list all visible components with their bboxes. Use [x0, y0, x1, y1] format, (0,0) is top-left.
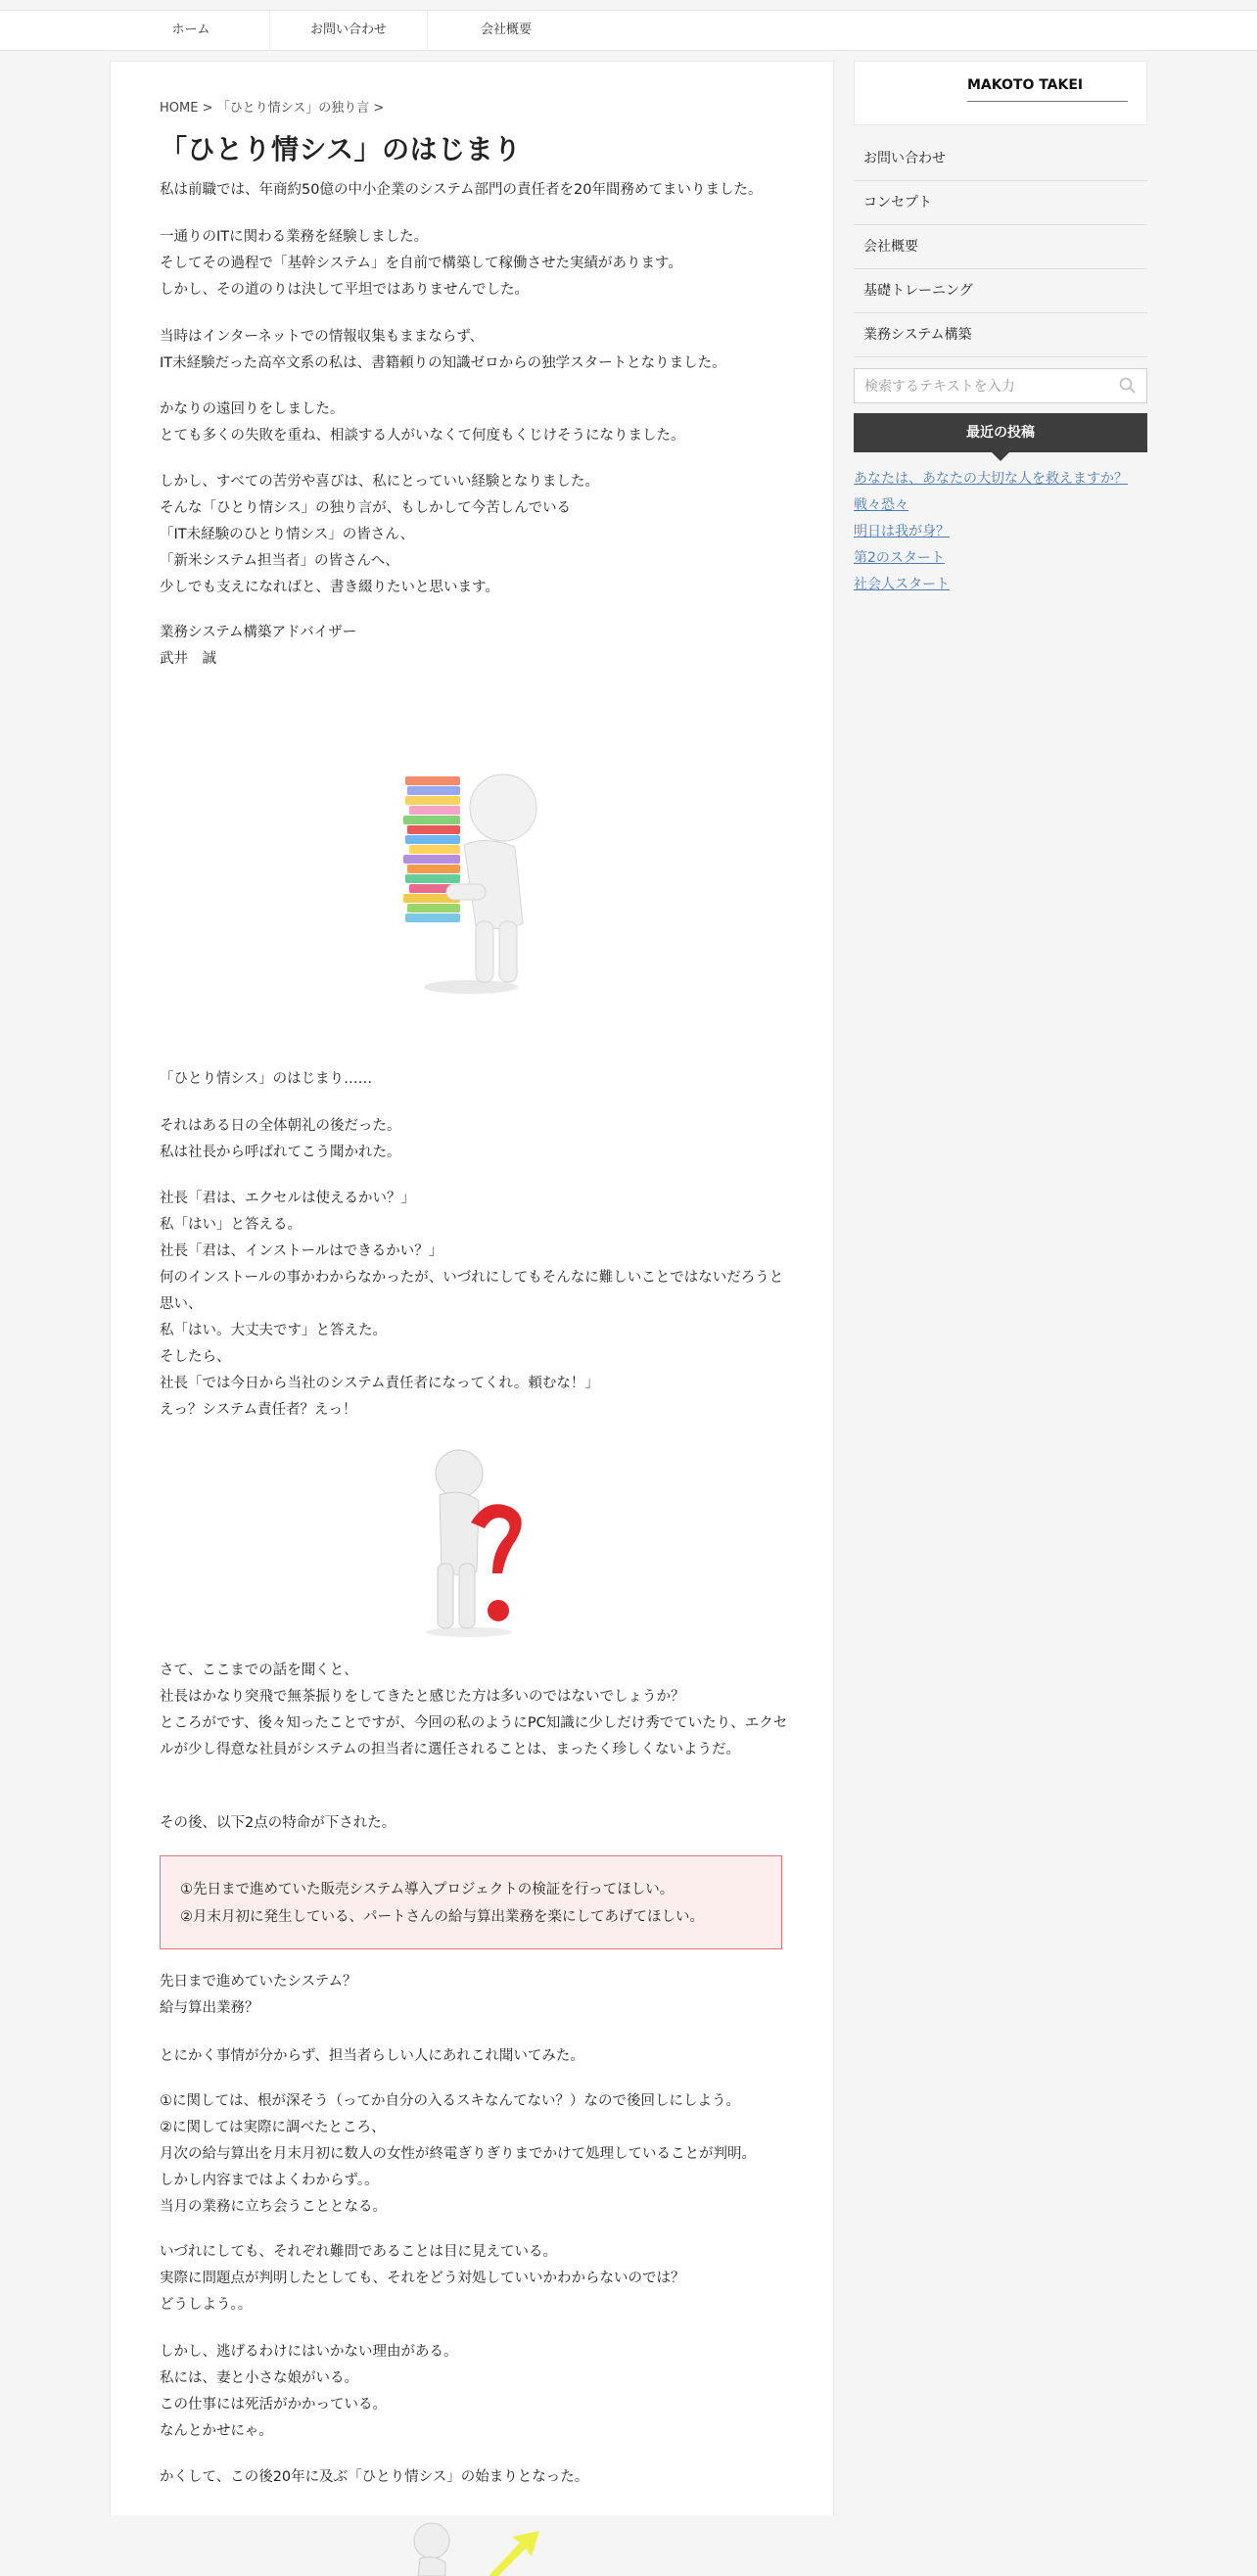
nav-item-company[interactable]: 会社概要	[480, 23, 532, 37]
top-navigation-bar	[0, 10, 1257, 51]
notice-box	[160, 1855, 782, 1949]
books-figure-illustration	[388, 737, 554, 1002]
recent-post-link[interactable]: 社会人スタート	[854, 577, 950, 592]
sidebar-item-company[interactable]: 会社概要	[854, 225, 1147, 269]
paragraph: 「ひとり情シス」のはじまり……	[160, 1071, 373, 1087]
breadcrumb[interactable]: HOME > 「ひとり情シス」の独り言 >	[160, 101, 385, 116]
paragraph: 社長「君は、エクセルは使えるかい？」 私「はい」と答える。 社長「君は、インストールはできるかい？」 何のインストールの事かわからなかったが、いづれにしてもそんなに難しいことではないだろうと思い、 私「はい。大丈夫です」と答えた。 そしたら、 社長「では今日から当社のシステム責任者になってくれ。頼むな！」 えっ？システム責任者？えっ！	[160, 1191, 784, 1418]
question-figure-illustration	[408, 1444, 535, 1640]
paragraph: その後、以下2点の特命が下された。	[160, 1815, 396, 1831]
global-nav	[113, 11, 584, 50]
recent-post-link[interactable]: 第2のスタート	[854, 550, 945, 566]
main-article	[110, 61, 834, 2515]
paragraph: それはある日の全体朝礼の後だった。 私は社長から呼ばれてこう聞かれた。	[160, 1118, 401, 1160]
author-name: MAKOTO TAKEI	[967, 77, 1084, 93]
recent-post-link[interactable]: 戦々恐々	[854, 497, 908, 513]
paragraph: ①に関しては、根が深そう（ってか自分の入るスキなんてない？）なので後回しにしよう。 ②に関しては実際に調べたところ、 月次の給与算出を月末月初に数人の女性が終電ぎりぎりまでかけて処理していることが判明。 しかし内容まではよくわからず。。 当月の業務に立ち会うこととなる。	[160, 2093, 756, 2215]
paragraph: かなりの遠回りをしました。 とても多くの失敗を重ね、相談する人がいなくて何度もくじけそうになりました。	[160, 401, 685, 444]
search-icon[interactable]	[1118, 376, 1138, 396]
recent-posts-heading: 最近の投稿	[854, 413, 1147, 452]
paragraph: いづれにしても、それぞれ難問であることは目に見えている。 実際に問題点が判明したとしても、それをどう対処していいかわからないのでは？ どうしよう。。	[160, 2244, 685, 2313]
sidebar-item-concept[interactable]: コンセプト	[854, 181, 1147, 225]
notice-line: ①先日まで進めていた販売システム導入プロジェクトの検証を行ってほしい。	[180, 1882, 675, 1897]
recent-posts-list	[854, 466, 1147, 598]
notice-line: ②月末月初に発生している、パートさんの給与算出業務を楽にしてあげてほしい。	[180, 1909, 704, 1925]
paragraph: とにかく事情が分からず、担当者らしい人にあれこれ聞いてみた。	[160, 2048, 584, 2064]
page-title: 「ひとり情シス」のはじまり	[160, 133, 522, 165]
paragraph: しかし、逃げるわけにはいかない理由がある。 私には、妻と小さな娘がいる。 この仕事には死活がかかっている。 なんとかせにゃ。	[160, 2344, 458, 2439]
recent-post-link[interactable]: 明日は我が身？	[854, 524, 950, 539]
author-underline	[967, 101, 1128, 102]
sidebar-item-basic-training[interactable]: 基礎トレーニング	[854, 269, 1147, 313]
nav-item-contact[interactable]: お問い合わせ	[270, 11, 428, 50]
paragraph: 私は前職では、年商約50億の中小企業のシステム部門の責任者を20年間務めてまいりました。	[160, 182, 763, 198]
signature: 業務システム構築アドバイザー 武井 誠	[160, 625, 357, 667]
sidebar-menu	[854, 137, 1147, 357]
author-widget	[854, 61, 1147, 125]
recent-post-link[interactable]: あなたは、あなたの大切な人を救えますか？	[854, 471, 1128, 487]
paragraph: 一通りのITに関わる業務を経験しました。 そしてその過程で「基幹システム」を自前で構築して稼働させた実績があります。 しかし、その道のりは決して平坦ではありませんでした。	[160, 229, 682, 298]
paragraph: さて、ここまでの話を聞くと、 社長はかなり突飛で無茶振りをしてきたと感じた方は多いのではないでしょうか？ ところがです、後々知ったことですが、今回の私のようにPC知識に少しだけ秀でていたり、エクセルが少し得意な社員がシステムの担当者に選任されることは、まったく珍しくないようだ。	[160, 1663, 788, 1757]
nav-item-home[interactable]: ホーム	[113, 11, 270, 50]
sidebar-item-contact[interactable]: お問い合わせ	[854, 137, 1147, 181]
paragraph: しかし、すべての苦労や喜びは、私にとっていい経験となりました。 そんな「ひとり情シス」の独り言が、もしかして今苦しんでいる 「IT未経験のひとり情シス」の皆さん、 「新米システム担当者」の皆さんへ、 少しでも支えになればと、書き綴りたいと思います。	[160, 474, 599, 595]
sidebar-item-system-building[interactable]: 業務システム構築	[854, 313, 1147, 357]
paragraph: 当時はインターネットでの情報収集もままならず、 IT未経験だった高卒文系の私は、書籍頼りの知識ゼロからの独学スタートとなりました。	[160, 329, 726, 371]
paragraph: かくして、この後20年に及ぶ「ひとり情シス」の始まりとなった。	[160, 2469, 589, 2485]
arrow-figure-illustration	[395, 2517, 561, 2576]
search-input[interactable]	[854, 368, 1147, 403]
paragraph: 先日まで進めていたシステム？ 給与算出業務？	[160, 1974, 357, 2016]
heading-arrow	[992, 452, 1009, 461]
